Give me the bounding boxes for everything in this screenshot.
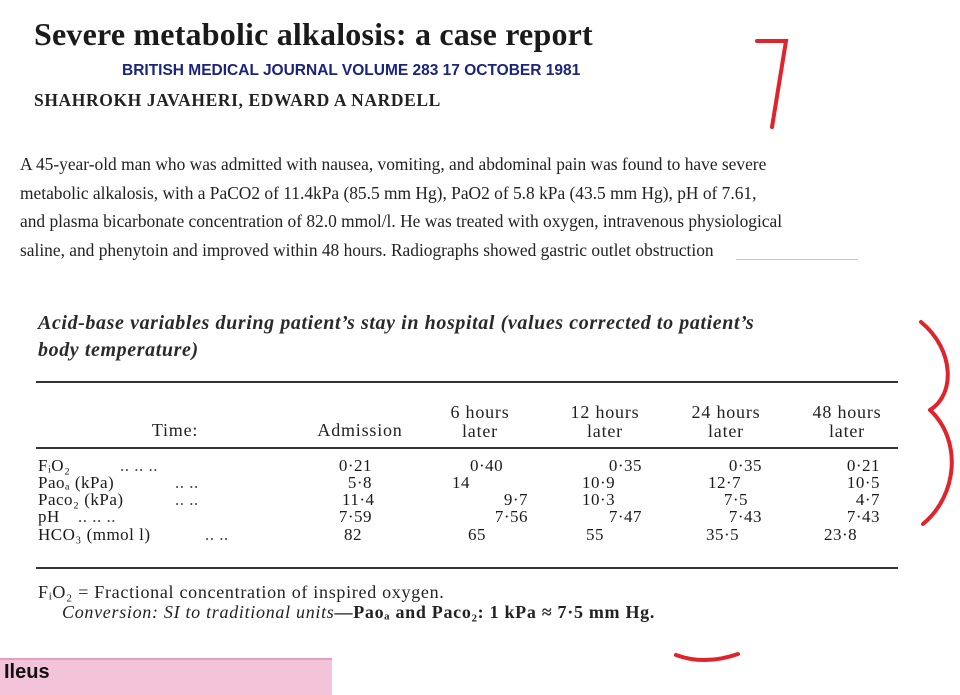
table-header-line: 48 hours xyxy=(812,402,882,422)
row-leader-dots: .. .. xyxy=(175,473,199,492)
table-cell: 9·7 xyxy=(503,490,528,509)
table-cell: 7·43 xyxy=(728,507,762,526)
row-label-hco3: HCO₃ (mmol l) xyxy=(38,525,151,544)
table-cell: 82 xyxy=(344,525,362,544)
table-cell: 10·5 xyxy=(846,473,880,492)
table-cell: 55 xyxy=(586,525,604,544)
table-header-48h xyxy=(796,403,898,441)
red-bracket-lower xyxy=(923,410,952,524)
red-underline-arc xyxy=(676,654,738,660)
row-leader-dots: .. .. xyxy=(205,525,229,544)
row-leader-dots: .. .. .. xyxy=(78,507,116,526)
conversion-label: Conversion: SI to traditional units xyxy=(62,602,335,622)
table-cell: 7·56 xyxy=(494,507,528,526)
table-header-line: later xyxy=(829,421,865,441)
table-cell: 14 xyxy=(452,473,470,492)
article-authors: SHAHROKH JAVAHERI, EDWARD A NARDELL xyxy=(34,90,441,110)
table-cell: 0·21 xyxy=(846,456,880,475)
table-cell: 23·8 xyxy=(824,525,858,544)
table-cell: 4·7 xyxy=(855,490,880,509)
table-cell: 0·35 xyxy=(608,456,642,475)
table-cell: 0·35 xyxy=(728,456,762,475)
table-cell: 5·8 xyxy=(347,473,372,492)
table-cell: 11·4 xyxy=(342,490,375,509)
table-cell: 65 xyxy=(468,525,486,544)
abstract-underline xyxy=(736,259,858,260)
table-header-admission: Admission xyxy=(317,420,403,440)
abstract-line: metabolic alkalosis, with a PaCO2 of 11.4kPa (85.5 mm Hg), PaO2 of 5.8 kPa (43.5 mm Hg), pH of 7.61, xyxy=(20,182,757,203)
table-header-line: later xyxy=(587,421,623,441)
section-banner xyxy=(0,658,332,695)
table-caption-line: Acid-base variables during patient’s stay in hospital (values corrected to patient’s xyxy=(38,312,755,334)
conversion-text: —Paoₐ and Paco₂: 1 kPa ≈ 7·5 mm Hg. xyxy=(334,602,656,622)
journal-citation: BRITISH MEDICAL JOURNAL VOLUME 283 17 OCTOBER 1981 xyxy=(122,62,581,79)
table-header-line: 12 hours xyxy=(570,402,640,422)
table-cell: 7·5 xyxy=(723,490,748,509)
table-header-12h xyxy=(550,403,660,441)
section-label-ileus: Ileus xyxy=(4,661,50,683)
abstract-paragraph xyxy=(20,150,920,264)
table-cell: 0·21 xyxy=(338,456,372,475)
footnote-conversion xyxy=(38,602,655,622)
table-cell: 0·40 xyxy=(470,456,504,475)
row-leader-dots: .. .. .. xyxy=(120,456,158,475)
table-cell: 12·7 xyxy=(708,473,742,492)
article-title: Severe metabolic alkalosis: a case report xyxy=(34,16,593,52)
table-caption-line: body temperature) xyxy=(38,339,199,361)
row-leader-dots: .. .. xyxy=(175,490,199,509)
table-footnote xyxy=(38,582,655,622)
row-label-paco2: Paco₂ (kPa) xyxy=(38,490,124,509)
table-bottom-rule xyxy=(36,567,898,569)
table-cell: 35·5 xyxy=(706,525,740,544)
table-cell: 10·9 xyxy=(582,473,616,492)
table-cell: 7·43 xyxy=(846,507,880,526)
abstract-line: and plasma bicarbonate concentration of 82.0 mmol/l. He was treated with oxygen, intravenous physiological xyxy=(20,211,783,231)
table-header-line: later xyxy=(462,421,498,441)
table-header-line: later xyxy=(708,421,744,441)
row-label-pao2: Paoₐ (kPa) xyxy=(38,473,115,492)
table-header-rule xyxy=(36,447,898,449)
footnote-line: FᵢO₂ = Fractional concentration of inspired oxygen. xyxy=(38,582,445,602)
table-cell: 10·3 xyxy=(582,490,616,509)
table-header-line: 6 hours xyxy=(450,402,510,422)
abstract-line: A 45-year-old man who was admitted with nausea, vomiting, and abdominal pain was found to have severe xyxy=(20,154,767,174)
table-header-24h xyxy=(676,403,776,441)
row-label-fio2: FᵢO₂ xyxy=(38,456,71,475)
table-cell: 7·59 xyxy=(338,507,372,526)
row-label-ph: pH xyxy=(38,507,60,526)
table-header-line: 24 hours xyxy=(691,402,761,422)
table-cell: 7·47 xyxy=(608,507,642,526)
table-caption xyxy=(38,310,918,364)
abstract-line: saline, and phenytoin and improved within 48 hours. Radiographs showed gastric outlet obstruction xyxy=(20,239,714,260)
table-top-rule xyxy=(36,381,898,383)
red-hook-mark xyxy=(757,41,786,127)
table-header-time: Time: xyxy=(151,420,199,440)
table-header-6h xyxy=(430,403,530,441)
red-bracket-upper xyxy=(921,322,948,410)
